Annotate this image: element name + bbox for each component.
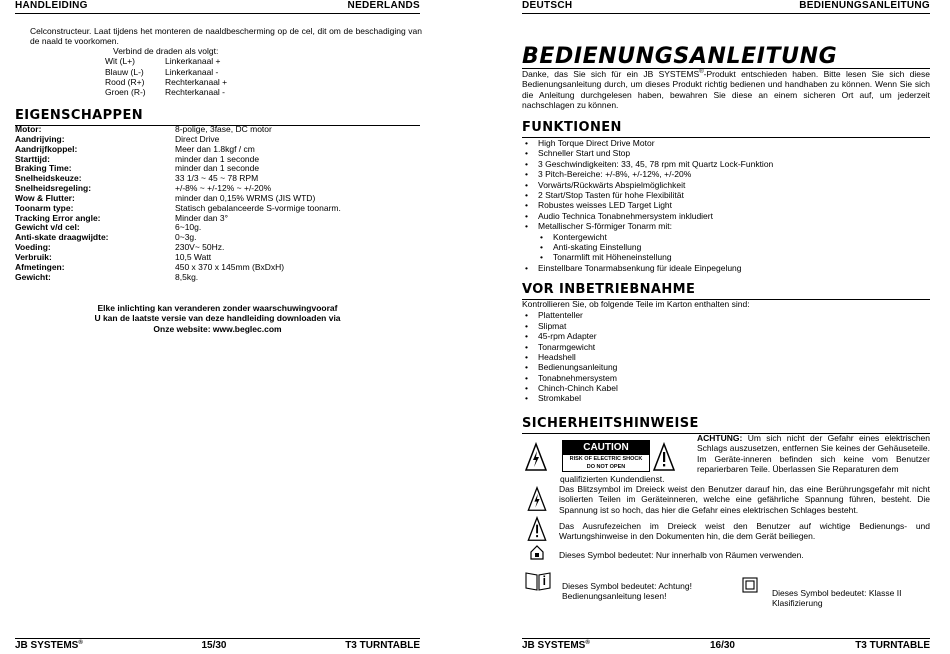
notice-line: U kan de laatste versie van deze handleiding downloaden via (94, 313, 341, 324)
wire-row (105, 87, 405, 97)
list-item: • Tonabnehmersystem (522, 373, 930, 383)
left-footer (15, 638, 420, 652)
list-item: • Chinch-Chinch Kabel (522, 383, 930, 393)
wire-list (105, 46, 405, 98)
footer-page-number: 16/30 (709, 640, 735, 652)
list-item: • Tonarmgewicht (522, 342, 930, 352)
spec-label: Wow & Flutter: (15, 192, 75, 203)
caution-label (562, 440, 650, 472)
exclamation-warning-icon (653, 442, 675, 472)
spec-label: Aandrijfkoppel: (15, 143, 78, 154)
lightning-icon (527, 486, 547, 512)
left-intro: Celconstructeur. Laat tijdens het monteren de naaldbescherming op de cel, dit om de beschadiging van de naald te voorkomen. (30, 26, 422, 47)
spec-label: Gewicht: (15, 271, 51, 282)
wire-list-title: Verbind de draden als volgt: (113, 46, 219, 56)
read-manual-icon (525, 571, 551, 591)
right-header-language: DEUTSCH (522, 0, 573, 11)
features-list (522, 138, 930, 273)
notice-line: Onze website: www.beglec.com (153, 323, 282, 334)
wire-color: Blauw (L-) (105, 66, 144, 77)
wire-color: Rood (R+) (105, 77, 145, 88)
wire-row (105, 67, 405, 77)
spec-value: Statisch gebalanceerde S-vormige toonarm. (175, 202, 341, 213)
spec-value: Meer dan 1.8kgf / cm (175, 143, 255, 154)
setup-title: VOR INBETRIEBNAHME (522, 282, 930, 300)
spec-row (15, 154, 420, 164)
list-item: • 3 Pitch-Bereiche: +/-8%, +/-12%, +/-20% (522, 169, 930, 179)
list-item: • Stromkabel (522, 393, 930, 403)
spec-row (15, 173, 420, 183)
lightning-text: Das Blitzsymbol im Dreieck weist den Benutzer darauf hin, das eine Berührungsgefahr mit nicht isolierten Teilen im Geräteinneren, welche eine gefährliche Spannung führen, besteht. Die Spannung ist so hoch, das hier die Gefahr eines elektrischen Schlages besteht. (559, 484, 930, 515)
lightning-warning-icon (525, 442, 547, 472)
right-intro: Danke, das Sie sich für ein JB SYSTEMS®-Produkt entschieden haben. Bitte lesen Sie sich diese Bedienungsanleitung durch, um dieses Produkt richtig bedienen und handhaben zu können. Wenn Sie sich die Anleitung durchgelesen haben, bewahren Sie diese an einem sicheren Ort auf, um jederzeit nachschlagen zu können. (522, 69, 930, 111)
spec-label: Motor: (15, 124, 42, 134)
spec-value: 6~10g. (175, 222, 202, 233)
exclamation-text: Das Ausrufezeichen im Dreieck weist den Benutzer auf wichtige Bedienungs- und Wartungshinweise in den Dokumenten hin, die dem Gerät beiliegen. (559, 521, 930, 542)
setup-section (522, 299, 930, 404)
spec-row (15, 252, 420, 262)
spec-row (15, 183, 420, 193)
spec-value: 8-polige, 3fase, DC motor (175, 124, 272, 134)
caution-line: DO NOT OPEN (586, 464, 626, 470)
indoor-text: Dieses Symbol bedeutet: Nur innerhalb von Räumen verwenden. (559, 550, 804, 560)
spec-value: 33 1/3 ~ 45 ~ 78 RPM (175, 173, 259, 184)
wire-color: Groen (R-) (105, 87, 146, 98)
spec-label: Snelheidsregeling: (15, 183, 92, 194)
spec-label: Snelheidskeuze: (15, 173, 82, 184)
left-header-title: HANDLEIDING (15, 0, 88, 11)
list-item: • Slipmat (522, 321, 930, 331)
caution-line: RISK OF ELECTRIC SHOCK (569, 456, 643, 462)
spec-label: Verbruik: (15, 251, 52, 262)
list-item: • 3 Geschwindigkeiten: 33, 45, 78 rpm mit Quartz Lock-Funktion (522, 159, 930, 169)
spec-value: +/-8% ~ +/-12% ~ +/-20% (175, 183, 272, 194)
list-item: • Headshell (522, 352, 930, 362)
spec-row (15, 124, 420, 134)
spec-label: Voeding: (15, 242, 51, 253)
wire-channel: Linkerkanaal + (165, 56, 221, 67)
list-item: • Vorwärts/Rückwärts Abspielmöglichkeit (522, 180, 930, 190)
features-title: FUNKTIONEN (522, 120, 930, 138)
spec-table (15, 124, 420, 282)
spec-value: minder dan 1 seconde (175, 163, 260, 174)
spec-row (15, 222, 420, 232)
footer-brand: JB SYSTEMS® (522, 640, 590, 652)
spec-value: 8,5kg. (175, 271, 199, 282)
spec-row (15, 242, 420, 252)
spec-label: Aandrijving: (15, 133, 65, 144)
wire-channel: Linkerkanaal - (165, 66, 219, 77)
list-item: • Audio Technica Tonabnehmersystem inkludiert (522, 211, 930, 221)
right-header-title: BEDIENUNGSANLEITUNG (799, 0, 930, 11)
safety-title: SICHERHEITSHINWEISE (522, 416, 930, 434)
spec-row (15, 232, 420, 242)
spec-row (15, 203, 420, 213)
right-footer (522, 638, 930, 652)
manual-text: Dieses Symbol bedeutet: Achtung! Bedienungsanleitung lesen! (562, 581, 692, 602)
manual-title: BEDIENUNGSANLEITUNG (522, 45, 930, 69)
spec-row (15, 134, 420, 144)
list-item: • Plattenteller (522, 310, 930, 320)
spec-row (15, 163, 420, 173)
spec-value: 230V~ 50Hz. (175, 242, 225, 253)
list-item: • High Torque Direct Drive Motor (522, 138, 930, 148)
list-item: • Tonarmlift mit Höheneinstellung (522, 252, 930, 262)
spec-title: EIGENSCHAPPEN (15, 108, 420, 126)
list-item: • 2 Start/Stop Tasten für hohe Flexibilität (522, 190, 930, 200)
list-item: • Metallischer S-förmiger Tonarm mit: (522, 221, 930, 231)
spec-label: Tracking Error angle: (15, 212, 101, 223)
spec-label: Braking Time: (15, 163, 72, 174)
footer-brand: JB SYSTEMS® (15, 640, 83, 652)
spec-label: Anti-skate draagwijdte: (15, 232, 109, 243)
spec-row (15, 213, 420, 223)
list-item: • Robustes weisses LED Target Light (522, 200, 930, 210)
right-page (475, 0, 950, 654)
spec-row (15, 272, 420, 282)
spec-value: minder dan 1 seconde (175, 153, 260, 164)
setup-intro: Kontrollieren Sie, ob folgende Teile im Karton enthalten sind: (522, 299, 750, 309)
exclamation-icon (527, 516, 547, 542)
spec-row (15, 262, 420, 272)
spec-label: Starttijd: (15, 153, 50, 164)
caution-heading: CAUTION (563, 441, 649, 455)
spec-label: Toonarm type: (15, 202, 74, 213)
list-item: • Bedienungsanleitung (522, 362, 930, 372)
notice-block (15, 303, 420, 334)
wire-color: Wit (L+) (105, 56, 135, 67)
spec-value: Minder dan 3° (175, 212, 229, 223)
wire-channel: Rechterkanaal + (165, 77, 228, 88)
footer-model: T3 TURNTABLE (855, 640, 930, 652)
left-header-language: NEDERLANDS (347, 0, 420, 11)
spec-value: Direct Drive (175, 133, 220, 144)
class-two-icon (742, 577, 758, 593)
spec-label: Afmetingen: (15, 261, 65, 272)
footer-model: T3 TURNTABLE (345, 640, 420, 652)
spec-value: minder dan 0,15% WRMS (JIS WTD) (175, 192, 316, 203)
wire-row (105, 56, 405, 66)
class-two-text: Dieses Symbol bedeutet: Klasse II Klasifizierung (772, 588, 902, 609)
indoor-use-icon (529, 544, 545, 560)
footer-page-number: 15/30 (201, 640, 227, 652)
spec-row (15, 144, 420, 154)
spec-value: 450 x 370 x 145mm (BxDxH) (175, 261, 285, 272)
spec-value: 0~3g. (175, 232, 197, 243)
list-item: • Anti-skating Einstellung (522, 242, 930, 252)
spec-value: 10,5 Watt (175, 251, 212, 262)
wire-channel: Rechterkanaal - (165, 87, 226, 98)
caution-text-tail: qualifizierten Kundendienst. (560, 474, 665, 484)
spec-label: Gewicht v/d cel: (15, 222, 80, 233)
list-item: • Kontergewicht (522, 232, 930, 242)
spec-row (15, 193, 420, 203)
notice-line: Elke inlichting kan veranderen zonder waarschuwingvooraf (97, 303, 338, 313)
list-item: • Schneller Start und Stop (522, 148, 930, 158)
list-item: • 45-rpm Adapter (522, 331, 930, 341)
list-item: • Einstellbare Tonarmabsenkung für ideale Einpegelung (522, 263, 930, 273)
wire-row (105, 77, 405, 87)
left-header (15, 0, 420, 14)
right-header (522, 0, 930, 14)
caution-text: ACHTUNG: Um sich nicht der Gefahr eines elektrischen Schlags auszusetzen, entfernen Sie keines der Gehäuseteile. Im Geräte-inneren befinden sich keine vom Benutzer reparierbaren Teile. Überlassen Sie Reparaturen dem (697, 433, 930, 475)
